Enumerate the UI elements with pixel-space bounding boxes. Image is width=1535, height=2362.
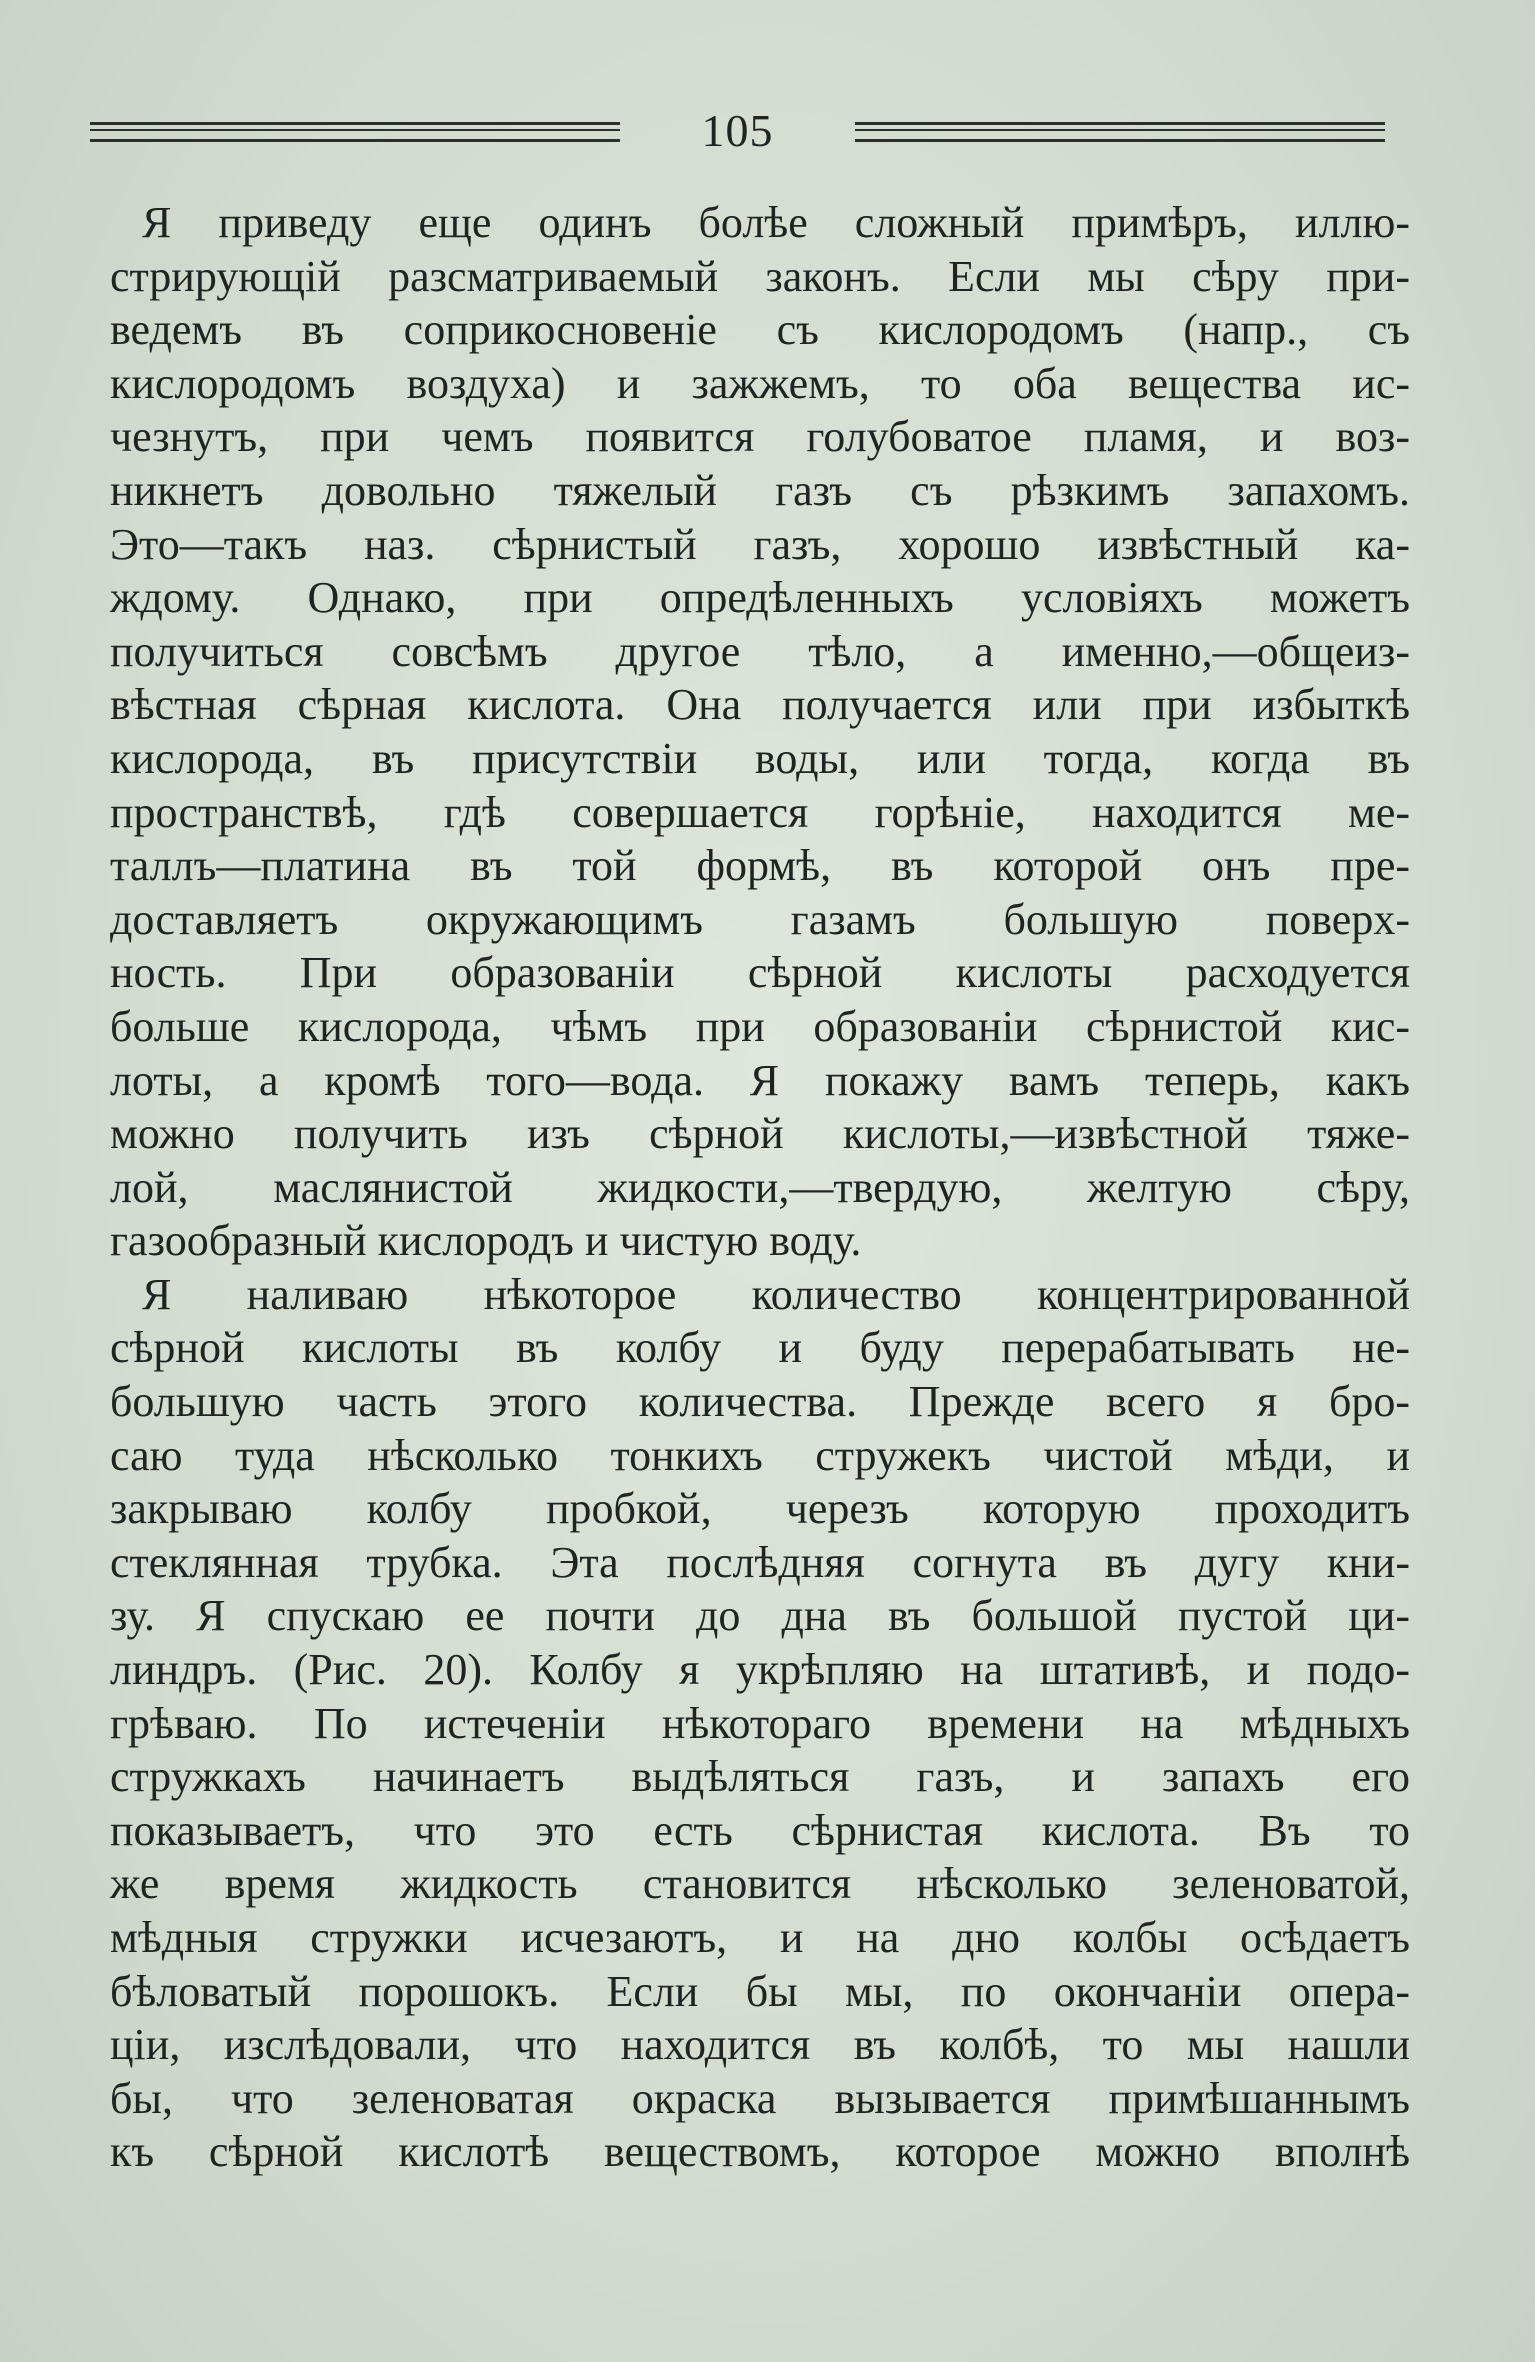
page-header: [90, 96, 1385, 166]
text-line: же время жидкость становится нѣсколько зеленоватой,: [110, 1859, 1410, 1909]
text-line: грѣваю. По истеченіи нѣкотораго времени на мѣдныхъ: [110, 1698, 1410, 1748]
text-line: закрываю колбу пробкой, черезъ которую проходитъ: [110, 1484, 1410, 1534]
text-line: доставляетъ окружающимъ газамъ большую поверх-: [110, 894, 1410, 944]
text-line: бѣловатый порошокъ. Если бы мы, по окончаніи опера-: [110, 1966, 1410, 2016]
text-line: пространствѣ, гдѣ совершается горѣніе, находится ме-: [110, 787, 1410, 837]
text-line: таллъ—платина въ той формѣ, въ которой онъ пре-: [110, 841, 1410, 891]
text-line: стеклянная трубка. Эта послѣдняя согнута въ дугу кни-: [110, 1537, 1410, 1587]
text-line: ность. При образованіи сѣрной кислоты расходуется: [110, 948, 1410, 998]
text-line: лоты, а кромѣ того—вода. Я покажу вамъ теперь, какъ: [110, 1055, 1410, 1105]
text-line: къ сѣрной кислотѣ веществомъ, которое можно вполнѣ: [110, 2127, 1410, 2177]
text-line: чезнутъ, при чемъ появится голубоватое пламя, и воз-: [110, 412, 1410, 462]
text-line: стрирующій разсматриваемый законъ. Если мы сѣру при-: [110, 251, 1410, 301]
paragraph-2: [110, 1268, 1410, 2179]
text-line: Я приведу еще одинъ болѣе сложный примѣръ, иллю-: [142, 198, 1410, 247]
text-line: получиться совсѣмъ другое тѣло, а именно,—общеиз-: [110, 626, 1410, 676]
text-line: зу. Я спускаю ее почти до дна въ большой пустой ци-: [110, 1591, 1410, 1641]
text-line: Это—такъ наз. сѣрнистый газъ, хорошо извѣстный ка-: [110, 519, 1410, 569]
text-line: никнетъ довольно тяжелый газъ съ рѣзкимъ запахомъ.: [110, 465, 1410, 515]
text-line: больше кислорода, чѣмъ при образованіи сѣрнистой кис-: [110, 1001, 1410, 1051]
text-line: саю туда нѣсколько тонкихъ стружекъ чистой мѣди, и: [110, 1430, 1410, 1480]
page-number: 105: [701, 105, 774, 156]
text-line: Я наливаю нѣкоторое количество концентрированной: [142, 1269, 1410, 1319]
body-text: [110, 196, 1410, 2179]
text-line: вѣстная сѣрная кислота. Она получается или при избыткѣ: [110, 680, 1410, 730]
header-rule-left: [90, 122, 620, 142]
text-line: ждому. Однако, при опредѣленныхъ условіяхъ можетъ: [110, 573, 1410, 623]
header-rule-right: [855, 122, 1385, 142]
text-line: линдръ. (Рис. 20). Колбу я укрѣпляю на штативѣ, и подо-: [110, 1645, 1410, 1695]
text-line: газообразный кислородъ и чистую воду.: [110, 1216, 862, 1266]
text-line: большую часть этого количества. Прежде всего я бро-: [110, 1377, 1410, 1427]
text-line: можно получить изъ сѣрной кислоты,—извѣстной тяже-: [110, 1109, 1410, 1159]
text-line: сѣрной кислоты въ колбу и буду перерабатывать не-: [110, 1323, 1410, 1373]
text-line: ціи, изслѣдовали, что находится въ колбѣ, то мы нашли: [110, 2020, 1410, 2070]
text-line: показываетъ, что это есть сѣрнистая кислота. Въ то: [110, 1805, 1410, 1855]
text-line: бы, что зеленоватая окраска вызывается примѣшаннымъ: [110, 2073, 1410, 2123]
text-line: кислородомъ воздуха) и зажжемъ, то оба вещества ис-: [110, 358, 1410, 408]
text-line: стружкахъ начинаетъ выдѣляться газъ, и запахъ его: [110, 1752, 1410, 1802]
text-line: ведемъ въ соприкосновеніе съ кислородомъ (напр., съ: [110, 305, 1410, 355]
text-line: лой, маслянистой жидкости,—твердую, желтую сѣру,: [110, 1162, 1410, 1212]
text-line: кислорода, въ присутствіи воды, или тогда, когда въ: [110, 733, 1410, 783]
text-line: мѣдныя стружки исчезаютъ, и на дно колбы осѣдаетъ: [110, 1913, 1410, 1962]
paragraph-1: [110, 196, 1410, 1268]
